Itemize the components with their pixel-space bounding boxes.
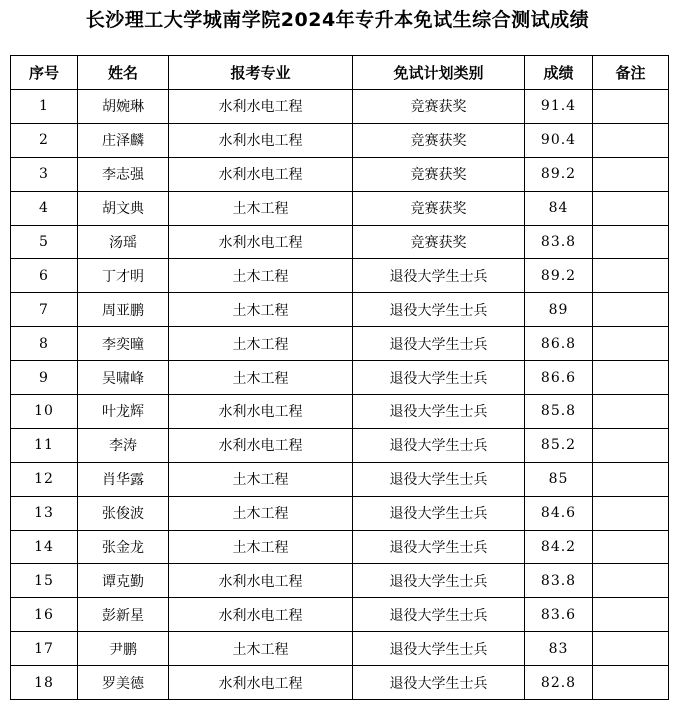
header-score: 成绩 (525, 56, 593, 90)
table-row (11, 90, 669, 124)
cell-name: 罗美德 (78, 666, 169, 700)
cell-major: 土木工程 (169, 361, 353, 395)
cell-remark (593, 462, 669, 496)
cell-no: 18 (11, 666, 78, 700)
cell-remark (593, 259, 669, 293)
cell-no: 17 (11, 632, 78, 666)
cell-remark (593, 157, 669, 191)
table-row (11, 564, 669, 598)
cell-no: 15 (11, 564, 78, 598)
cell-name: 周亚鹏 (78, 293, 169, 327)
cell-name: 李志强 (78, 157, 169, 191)
cell-major: 水利水电工程 (169, 123, 353, 157)
cell-no: 3 (11, 157, 78, 191)
cell-no: 5 (11, 225, 78, 259)
cell-remark (593, 90, 669, 124)
cell-score: 89.2 (525, 259, 593, 293)
cell-no: 10 (11, 395, 78, 429)
cell-major: 水利水电工程 (169, 90, 353, 124)
cell-remark (593, 666, 669, 700)
cell-major: 土木工程 (169, 293, 353, 327)
cell-major: 水利水电工程 (169, 395, 353, 429)
cell-score: 90.4 (525, 123, 593, 157)
cell-remark (593, 428, 669, 462)
cell-plan: 退役大学生士兵 (353, 327, 525, 361)
cell-no: 1 (11, 90, 78, 124)
cell-remark (593, 564, 669, 598)
table-row (11, 395, 669, 429)
table-row (11, 225, 669, 259)
cell-score: 84.2 (525, 530, 593, 564)
cell-name: 谭克勤 (78, 564, 169, 598)
cell-plan: 退役大学生士兵 (353, 496, 525, 530)
cell-plan: 竞赛获奖 (353, 191, 525, 225)
cell-major: 水利水电工程 (169, 564, 353, 598)
cell-remark (593, 632, 669, 666)
cell-plan: 竞赛获奖 (353, 225, 525, 259)
header-major: 报考专业 (169, 56, 353, 90)
cell-plan: 退役大学生士兵 (353, 428, 525, 462)
header-row (11, 56, 669, 90)
cell-major: 土木工程 (169, 327, 353, 361)
cell-remark (593, 191, 669, 225)
cell-plan: 竞赛获奖 (353, 90, 525, 124)
cell-plan: 退役大学生士兵 (353, 632, 525, 666)
cell-name: 李涛 (78, 428, 169, 462)
cell-name: 庄泽麟 (78, 123, 169, 157)
cell-remark (593, 327, 669, 361)
cell-major: 土木工程 (169, 259, 353, 293)
cell-score: 83 (525, 632, 593, 666)
cell-score: 91.4 (525, 90, 593, 124)
cell-remark (593, 530, 669, 564)
cell-name: 吴啸峰 (78, 361, 169, 395)
cell-score: 83.8 (525, 564, 593, 598)
cell-major: 水利水电工程 (169, 157, 353, 191)
cell-no: 7 (11, 293, 78, 327)
cell-remark (593, 496, 669, 530)
cell-no: 14 (11, 530, 78, 564)
table-row (11, 327, 669, 361)
table-body (11, 90, 669, 700)
cell-no: 11 (11, 428, 78, 462)
cell-plan: 退役大学生士兵 (353, 259, 525, 293)
table-row (11, 361, 669, 395)
header-remark: 备注 (593, 56, 669, 90)
header-plan: 免试计划类别 (353, 56, 525, 90)
cell-score: 83.6 (525, 598, 593, 632)
table-row (11, 530, 669, 564)
results-table (10, 55, 669, 700)
cell-plan: 退役大学生士兵 (353, 564, 525, 598)
cell-score: 86.6 (525, 361, 593, 395)
cell-name: 彭新星 (78, 598, 169, 632)
header-name: 姓名 (78, 56, 169, 90)
cell-score: 89 (525, 293, 593, 327)
table-row (11, 123, 669, 157)
cell-major: 水利水电工程 (169, 598, 353, 632)
cell-major: 水利水电工程 (169, 225, 353, 259)
cell-remark (593, 598, 669, 632)
cell-plan: 退役大学生士兵 (353, 293, 525, 327)
table-row (11, 496, 669, 530)
cell-no: 2 (11, 123, 78, 157)
cell-no: 13 (11, 496, 78, 530)
cell-plan: 竞赛获奖 (353, 123, 525, 157)
cell-name: 汤瑶 (78, 225, 169, 259)
cell-major: 水利水电工程 (169, 666, 353, 700)
cell-remark (593, 395, 669, 429)
cell-no: 4 (11, 191, 78, 225)
table-row (11, 666, 669, 700)
cell-no: 12 (11, 462, 78, 496)
cell-name: 张俊波 (78, 496, 169, 530)
cell-plan: 退役大学生士兵 (353, 395, 525, 429)
cell-name: 肖华露 (78, 462, 169, 496)
cell-remark (593, 361, 669, 395)
cell-no: 9 (11, 361, 78, 395)
table-row (11, 598, 669, 632)
cell-remark (593, 123, 669, 157)
cell-plan: 退役大学生士兵 (353, 666, 525, 700)
cell-score: 82.8 (525, 666, 593, 700)
table-row (11, 157, 669, 191)
header-no: 序号 (11, 56, 78, 90)
page-title: 长沙理工大学城南学院2024年专升本免试生综合测试成绩 (85, 9, 590, 31)
cell-name: 尹鹏 (78, 632, 169, 666)
cell-major: 水利水电工程 (169, 428, 353, 462)
cell-no: 6 (11, 259, 78, 293)
cell-major: 土木工程 (169, 530, 353, 564)
cell-name: 张金龙 (78, 530, 169, 564)
cell-name: 胡婉琳 (78, 90, 169, 124)
cell-plan: 退役大学生士兵 (353, 462, 525, 496)
cell-major: 土木工程 (169, 496, 353, 530)
cell-score: 84.6 (525, 496, 593, 530)
cell-name: 胡文典 (78, 191, 169, 225)
cell-plan: 退役大学生士兵 (353, 361, 525, 395)
table-row (11, 462, 669, 496)
cell-score: 83.8 (525, 225, 593, 259)
cell-name: 叶龙辉 (78, 395, 169, 429)
cell-major: 土木工程 (169, 462, 353, 496)
table-row (11, 191, 669, 225)
cell-remark (593, 225, 669, 259)
cell-score: 89.2 (525, 157, 593, 191)
cell-plan: 竞赛获奖 (353, 157, 525, 191)
table-header (11, 56, 669, 90)
table-row (11, 632, 669, 666)
table-row (11, 259, 669, 293)
cell-score: 85.2 (525, 428, 593, 462)
cell-no: 16 (11, 598, 78, 632)
cell-score: 85 (525, 462, 593, 496)
cell-major: 土木工程 (169, 632, 353, 666)
cell-name: 李奕曈 (78, 327, 169, 361)
cell-remark (593, 293, 669, 327)
cell-score: 84 (525, 191, 593, 225)
cell-score: 85.8 (525, 395, 593, 429)
cell-score: 86.8 (525, 327, 593, 361)
table-row (11, 293, 669, 327)
cell-name: 丁才明 (78, 259, 169, 293)
table-row (11, 428, 669, 462)
cell-no: 8 (11, 327, 78, 361)
cell-plan: 退役大学生士兵 (353, 530, 525, 564)
cell-major: 土木工程 (169, 191, 353, 225)
cell-plan: 退役大学生士兵 (353, 598, 525, 632)
